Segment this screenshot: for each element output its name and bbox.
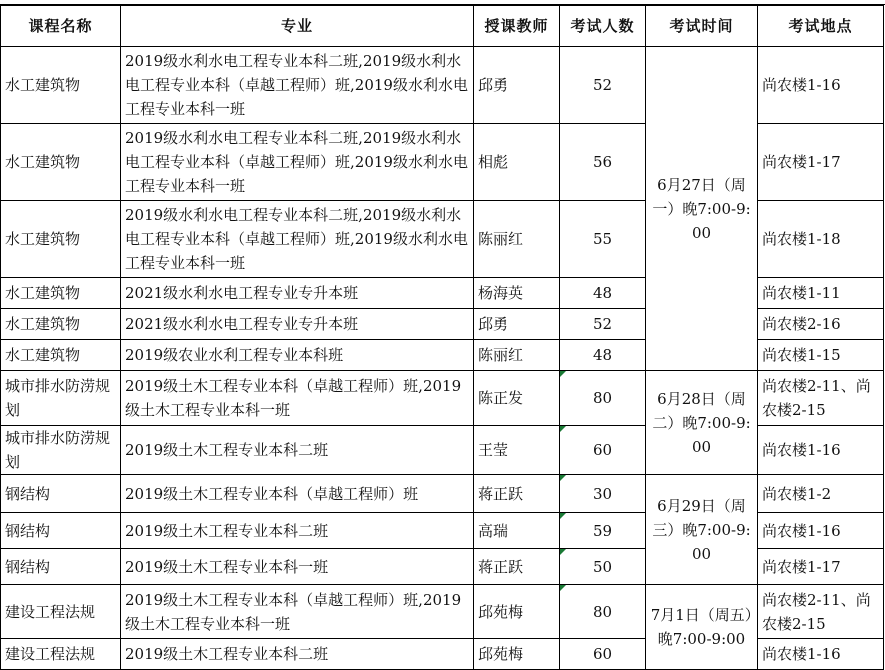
- cell-course[interactable]: 城市排水防涝规划: [1, 426, 121, 475]
- cell-count[interactable]: 60: [560, 639, 646, 670]
- cell-count[interactable]: [560, 371, 646, 426]
- cell-time[interactable]: 6月28日（周二）晚7:00-9:00: [646, 371, 758, 475]
- cell-major[interactable]: 2019级土木工程专业本科（卓越工程师）班: [121, 475, 474, 513]
- cell-count[interactable]: [560, 426, 646, 475]
- comment-marker-icon: [560, 549, 566, 555]
- header-count[interactable]: 考试人数: [560, 6, 646, 47]
- cell-course[interactable]: 钢结构: [1, 549, 121, 585]
- cell-place[interactable]: 尚农楼1-15: [758, 340, 884, 371]
- cell-teacher[interactable]: 蒋正跃: [474, 549, 560, 585]
- cell-teacher[interactable]: 邱苑梅: [474, 585, 560, 639]
- cell-count[interactable]: [560, 549, 646, 585]
- cell-count[interactable]: 48: [560, 340, 646, 371]
- cell-count[interactable]: 52: [560, 47, 646, 124]
- cell-count[interactable]: 48: [560, 278, 646, 309]
- cell-place[interactable]: 尚农楼1-17: [758, 124, 884, 201]
- cell-major[interactable]: 2019级土木工程专业本科二班: [121, 639, 474, 670]
- cell-major[interactable]: 2019级土木工程专业本科（卓越工程师）班,2019级土木工程专业本科一班: [121, 371, 474, 426]
- cell-major[interactable]: 2019级水利水电工程专业本科二班,2019级水利水电工程专业本科（卓越工程师）班,2019级水利水电工程专业本科一班: [121, 47, 474, 124]
- cell-course[interactable]: 钢结构: [1, 513, 121, 549]
- cell-course[interactable]: 水工建筑物: [1, 340, 121, 371]
- table-row: [1, 47, 884, 124]
- cell-teacher[interactable]: 陈丽红: [474, 340, 560, 371]
- cell-count[interactable]: [560, 475, 646, 513]
- cell-teacher[interactable]: 邱勇: [474, 309, 560, 340]
- cell-place[interactable]: 尚农楼1-16: [758, 639, 884, 670]
- cell-major[interactable]: 2019级土木工程专业本科二班: [121, 513, 474, 549]
- cell-major[interactable]: 2021级水利水电工程专业专升本班: [121, 309, 474, 340]
- cell-course[interactable]: 钢结构: [1, 475, 121, 513]
- cell-course[interactable]: 建设工程法规: [1, 639, 121, 670]
- cell-teacher[interactable]: 相彪: [474, 124, 560, 201]
- cell-course[interactable]: 水工建筑物: [1, 278, 121, 309]
- cell-course[interactable]: 水工建筑物: [1, 124, 121, 201]
- cell-place[interactable]: 尚农楼1-16: [758, 47, 884, 124]
- cell-count-value: 80: [592, 602, 613, 621]
- cell-course[interactable]: 城市排水防涝规划: [1, 371, 121, 426]
- header-place[interactable]: 考试地点: [758, 6, 884, 47]
- cell-place[interactable]: 尚农楼1-17: [758, 549, 884, 585]
- cell-count-value: 80: [592, 389, 613, 407]
- cell-count-value: 50: [592, 557, 613, 576]
- comment-marker-icon: [560, 426, 566, 432]
- cell-course[interactable]: 水工建筑物: [1, 201, 121, 278]
- cell-teacher[interactable]: 邱苑梅: [474, 639, 560, 670]
- comment-marker-icon: [560, 513, 566, 519]
- comment-marker-icon: [560, 371, 566, 377]
- cell-time[interactable]: 6月29日（周三）晚7:00-9:00: [646, 475, 758, 585]
- cell-place[interactable]: 尚农楼1-16: [758, 513, 884, 549]
- cell-major[interactable]: 2019级水利水电工程专业本科二班,2019级水利水电工程专业本科（卓越工程师）班,2019级水利水电工程专业本科一班: [121, 124, 474, 201]
- exam-schedule-table: [0, 5, 884, 670]
- cell-place[interactable]: 尚农楼1-18: [758, 201, 884, 278]
- cell-count[interactable]: 55: [560, 201, 646, 278]
- cell-course[interactable]: 建设工程法规: [1, 585, 121, 639]
- header-teacher[interactable]: 授课教师: [474, 6, 560, 47]
- cell-place[interactable]: 尚农楼1-16: [758, 426, 884, 475]
- cell-course[interactable]: 水工建筑物: [1, 47, 121, 124]
- header-major[interactable]: 专业: [121, 6, 474, 47]
- cell-time[interactable]: 7月1日（周五）晚7:00-9:00: [646, 585, 758, 670]
- cell-count-value: 60: [592, 441, 613, 459]
- cell-major[interactable]: 2021级水利水电工程专业专升本班: [121, 278, 474, 309]
- cell-teacher[interactable]: 高瑞: [474, 513, 560, 549]
- cell-place[interactable]: 尚农楼1-2: [758, 475, 884, 513]
- cell-time[interactable]: 6月27日（周一）晚7:00-9:00: [646, 47, 758, 371]
- cell-count-value: 59: [592, 521, 613, 540]
- cell-teacher[interactable]: 王莹: [474, 426, 560, 475]
- cell-teacher[interactable]: 陈正发: [474, 371, 560, 426]
- cell-major[interactable]: 2019级水利水电工程专业本科二班,2019级水利水电工程专业本科（卓越工程师）班,2019级水利水电工程专业本科一班: [121, 201, 474, 278]
- cell-count[interactable]: 52: [560, 309, 646, 340]
- cell-course[interactable]: 水工建筑物: [1, 309, 121, 340]
- cell-place[interactable]: 尚农楼1-11: [758, 278, 884, 309]
- cell-teacher[interactable]: 蒋正跃: [474, 475, 560, 513]
- comment-marker-icon: [560, 475, 566, 481]
- cell-place[interactable]: 尚农楼2-11、尚农楼2-15: [758, 371, 884, 426]
- cell-teacher[interactable]: 杨海英: [474, 278, 560, 309]
- cell-teacher[interactable]: 陈丽红: [474, 201, 560, 278]
- table-row: [1, 475, 884, 513]
- comment-marker-icon: [560, 585, 566, 591]
- cell-major[interactable]: 2019级土木工程专业本科一班: [121, 549, 474, 585]
- cell-place[interactable]: 尚农楼2-11、尚农楼2-15: [758, 585, 884, 639]
- cell-teacher[interactable]: 邱勇: [474, 47, 560, 124]
- cell-place[interactable]: 尚农楼2-16: [758, 309, 884, 340]
- cell-count[interactable]: 56: [560, 124, 646, 201]
- header-time[interactable]: 考试时间: [646, 6, 758, 47]
- table-row: [1, 585, 884, 639]
- cell-major[interactable]: 2019级土木工程专业本科（卓越工程师）班,2019级土木工程专业本科一班: [121, 585, 474, 639]
- cell-count[interactable]: [560, 585, 646, 639]
- cell-major[interactable]: 2019级土木工程专业本科二班: [121, 426, 474, 475]
- cell-major[interactable]: 2019级农业水利工程专业本科班: [121, 340, 474, 371]
- header-row: [1, 6, 884, 47]
- header-course[interactable]: 课程名称: [1, 6, 121, 47]
- cell-count-value: 30: [592, 484, 613, 503]
- cell-count[interactable]: [560, 513, 646, 549]
- table-row: [1, 371, 884, 426]
